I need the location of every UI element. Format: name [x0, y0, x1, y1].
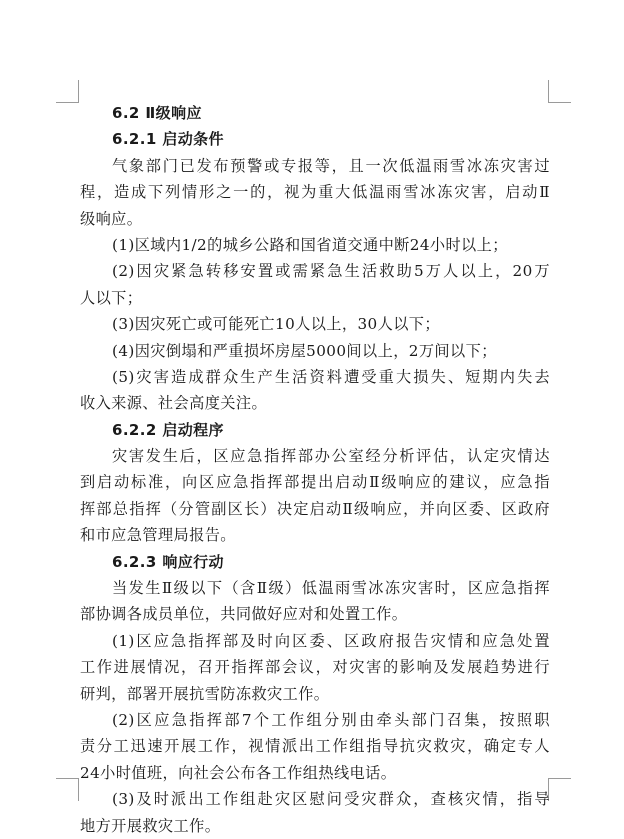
para-procedure-line: 和市应急管理局报告。 [80, 526, 236, 545]
heading-6-2-1: 6.2.1 启动条件 [112, 130, 224, 149]
action-item-1-cont: 工作进展情况，召开指挥部会议，对灾害的影响及发展趋势进行 [80, 658, 550, 677]
action-item-2-cont: 24小时值班，向社会公布各工作组热线电话。 [80, 763, 397, 782]
para-action-line: 当发生Ⅱ级以下（含Ⅱ级）低温雨雪冰冻灾害时，区应急指挥 [112, 579, 550, 598]
para-condition-line: 气象部门已发布预警或专报等，且一次低温雨雪冰冻灾害过 [112, 156, 550, 175]
action-item-3: (3)及时派出工作组赴灾区慰问受灾群众，查核灾情，指导 [112, 790, 550, 809]
para-condition-line: 级响应。 [80, 209, 143, 228]
heading-6-2-2: 6.2.2 启动程序 [112, 420, 224, 439]
action-item-2: (2)区应急指挥部7个工作组分别由牵头部门召集，按照职 [112, 710, 550, 729]
para-procedure-line: 挥部总指挥（分管副区长）决定启动Ⅱ级响应，并向区委、区政府 [80, 499, 550, 518]
heading-6-2-3: 6.2.3 响应行动 [112, 552, 224, 571]
para-action-line: 部协调各成员单位，共同做好应对和处置工作。 [80, 605, 408, 624]
list-item-4: (4)因灾倒塌和严重损坏房屋5000间以上，2万间以下； [112, 341, 497, 360]
para-procedure-line: 灾害发生后，区应急指挥部办公室经分析评估，认定灾情达 [112, 447, 550, 466]
action-item-2-cont: 责分工迅速开展工作，视情派出工作组指导抗灾救灾，确定专人 [80, 737, 550, 756]
list-item-5-cont: 收入来源、社会高度关注。 [80, 394, 268, 413]
list-item-2-cont: 人以下； [80, 288, 143, 307]
list-item-2: (2)因灾紧急转移安置或需紧急生活救助5万人以上，20万 [112, 262, 550, 281]
list-item-5: (5)灾害造成群众生产生活资料遭受重大损失、短期内失去 [112, 367, 550, 386]
heading-6-2: 6.2 Ⅱ级响应 [112, 104, 202, 122]
crop-mark-top-right [548, 80, 571, 103]
action-item-3-cont: 地方开展救灾工作。 [80, 816, 221, 835]
list-item-3: (3)因灾死亡或可能死亡10人以上，30人以下； [112, 315, 440, 334]
crop-mark-top-left [56, 80, 79, 103]
action-item-1-cont: 研判，部署开展抗雪防冻救灾工作。 [80, 684, 330, 703]
document-body [80, 100, 550, 839]
action-item-1: (1)区应急指挥部及时向区委、区政府报告灾情和应急处置 [112, 631, 550, 650]
list-item-1: (1)区域内1/2的城乡公路和国省道交通中断24小时以上； [112, 235, 508, 254]
para-condition-line: 程，造成下列情形之一的，视为重大低温雨雪冰冻灾害，启动Ⅱ [80, 183, 550, 202]
crop-mark-bottom-right [548, 778, 571, 801]
crop-mark-bottom-left [56, 778, 79, 801]
para-procedure-line: 到启动标准，向区应急指挥部提出启动Ⅱ级响应的建议，应急指 [80, 473, 550, 492]
